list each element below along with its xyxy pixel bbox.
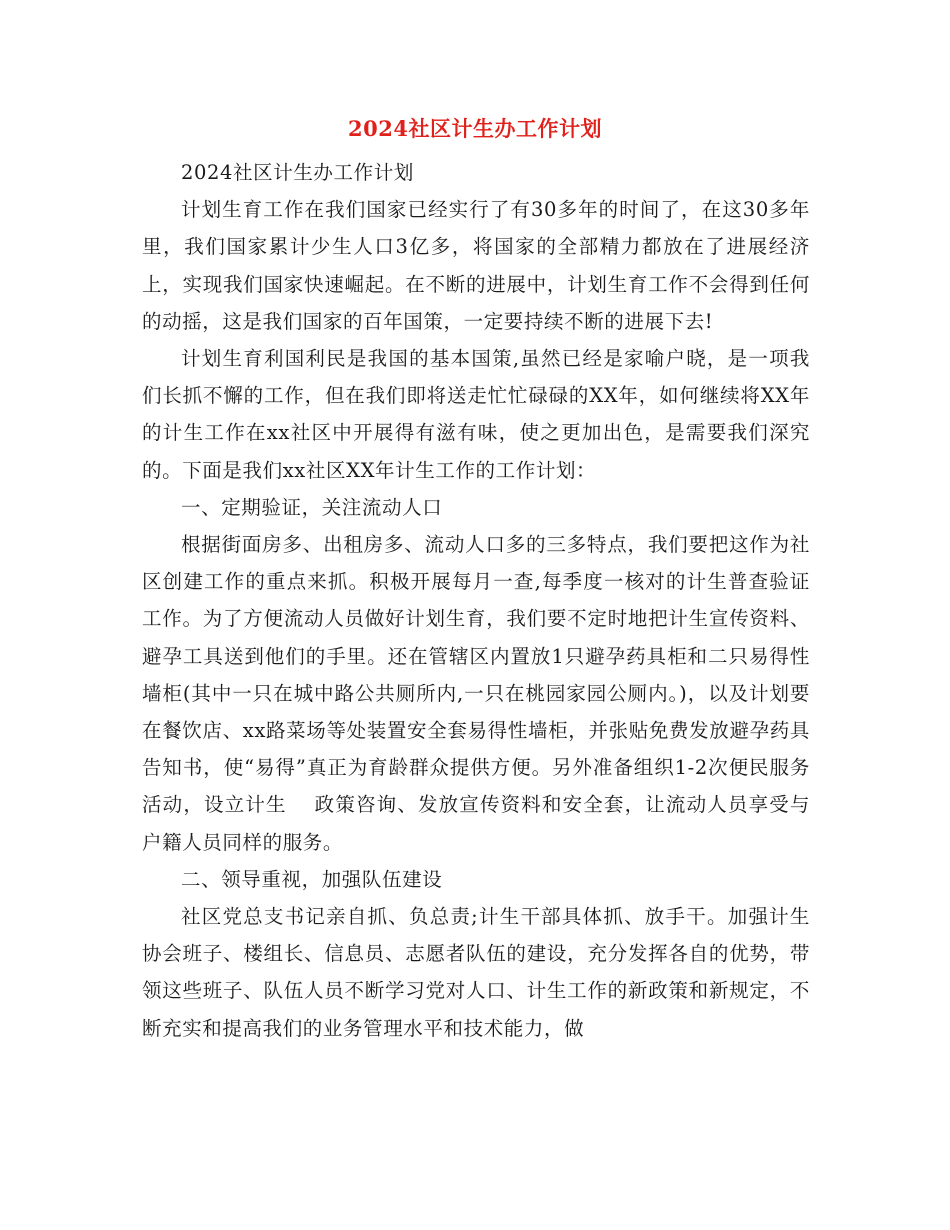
document-body bbox=[142, 154, 810, 1047]
section-2-paragraph: 社区党总支书记亲自抓、负总责;计生干部具体抓、放手干。加强计生协会班子、楼组长、信息员、志愿者队伍的建设，充分发挥各自的优势，带领这些班子、队伍人员不断学习党对人口、计生工作的新政策和新规定，不断充实和提高我们的业务管理水平和技术能力，做 bbox=[142, 905, 810, 1040]
policy-paragraph: 计划生育利国利民是我国的基本国策,虽然已经是家喻户晓，是一项我们长抓不懈的工作，但在我们即将送走忙忙碌碌的XX年，如何继续将XX年的计生工作在xx社区中开展得有滋有味，使之更加出色，是需要我们深究的。下面是我们xx社区XX年计生工作的工作计划： bbox=[142, 347, 810, 482]
section-heading-1: 一、定期验证，关注流动人口 bbox=[181, 495, 443, 519]
section-heading-2: 二、领导重视，加强队伍建设 bbox=[181, 867, 443, 891]
intro-paragraph: 计划生育工作在我们国家已经实行了有30多年的时间了，在这30多年里，我们国家累计少生人口3亿多，将国家的全部精力都放在了进展经济上，实现我们国家快速崛起。在不断的进展中，计划生育工作不会得到任何的动摇，这是我们国家的百年国策，一定要持续不断的进展下去! bbox=[142, 198, 810, 333]
document-title: 2024社区计生办工作计划 bbox=[348, 116, 602, 141]
section-1-paragraph: 根据街面房多、出租房多、流动人口多的三多特点，我们要把这作为社区创建工作的重点来抓。积极开展每月一查,每季度一核对的计生普查验证工作。为了方便流动人员做好计划生育，我们要不定时地把计生宣传资料、避孕工具送到他们的手里。还在管辖区内置放1只避孕药具柜和二只易得性墙柜(其中一只在城中路公共厕所内,一只在桃园家园公厕内。)，以及计划要在餐饮店、xx路菜场等处装置安全套易得性墙柜，并张贴免费发放避孕药具告知书，使“易得”真正为育龄群众提供方便。另外准备组织1-2次便民服务活动，设立计生 政策咨询、发放宣传资料和安全套，让流动人员享受与户籍人员同样的服务。 bbox=[142, 533, 810, 854]
subtitle-paragraph: 2024社区计生办工作计划 bbox=[181, 161, 414, 184]
